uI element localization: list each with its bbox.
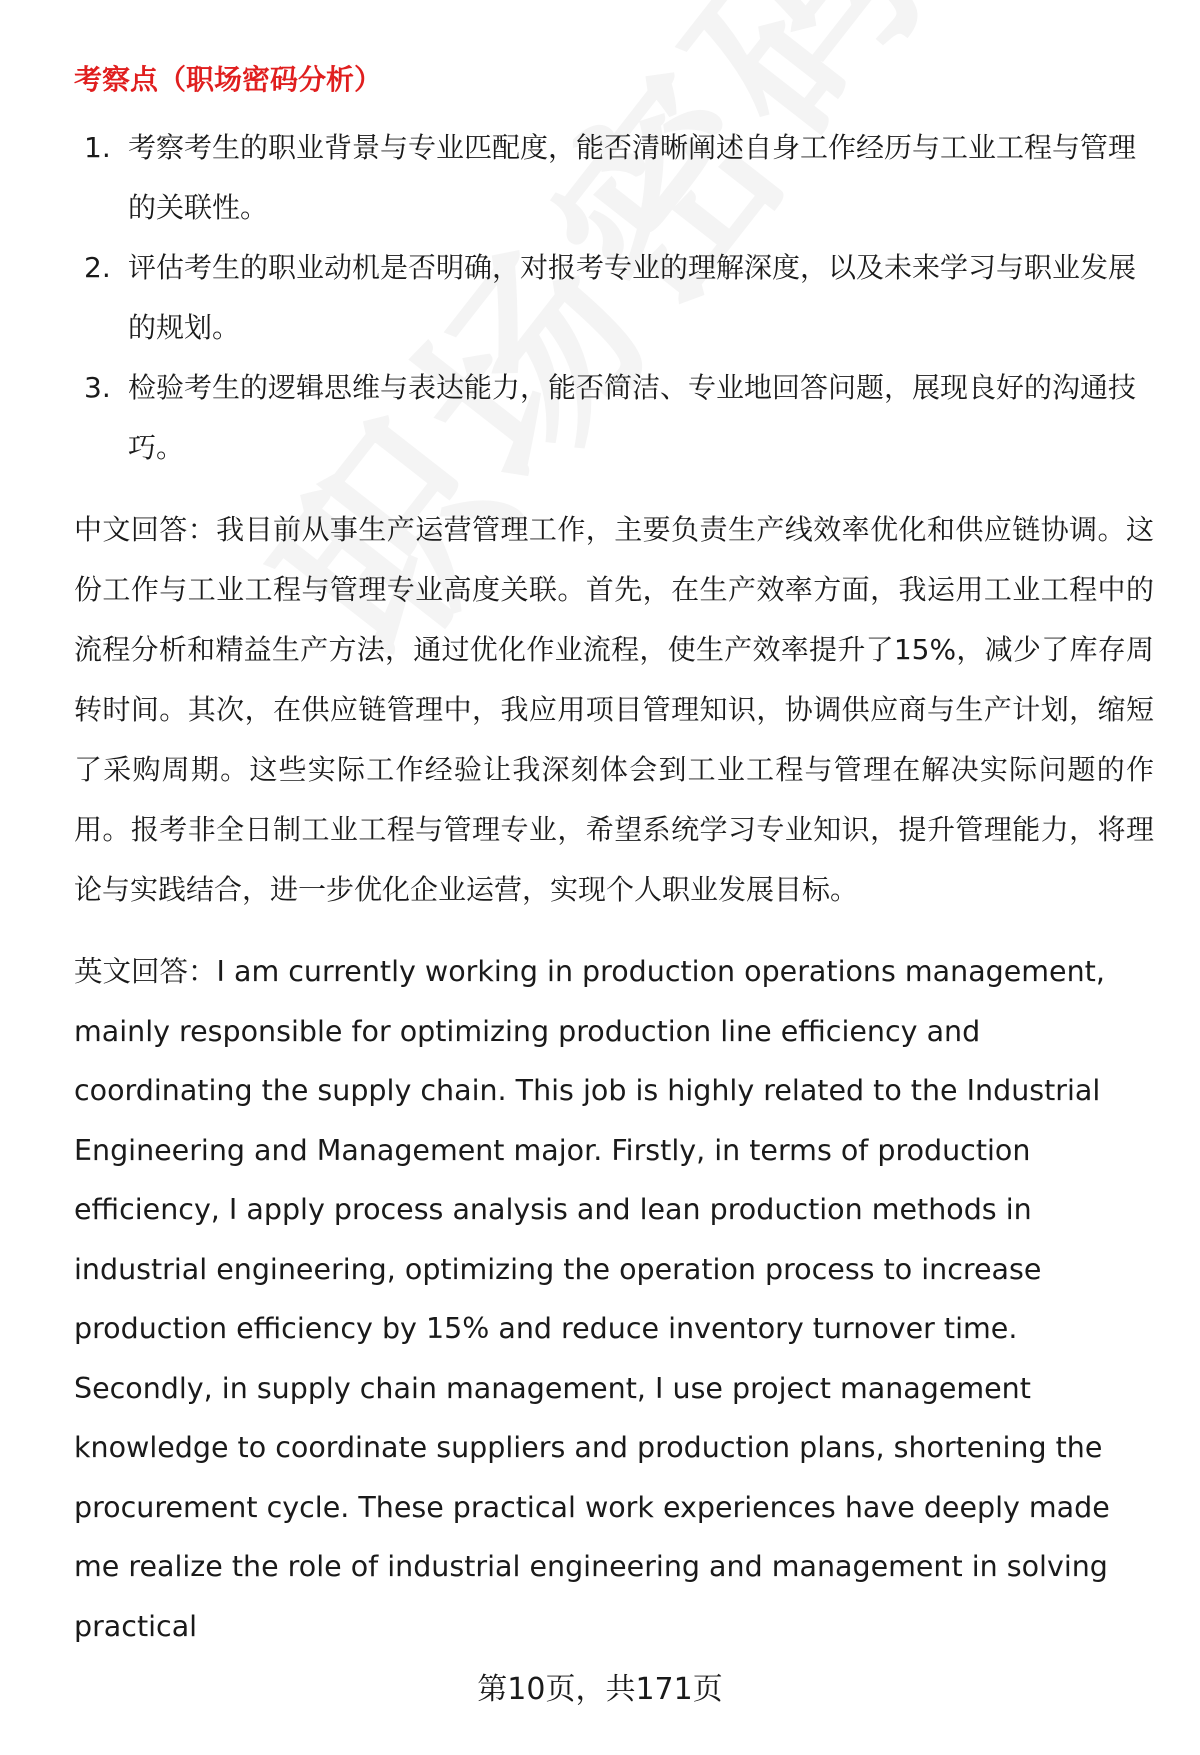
point-number: 3.: [84, 371, 111, 404]
assessment-point: [74, 118, 1154, 238]
point-text: 检验考生的逻辑思维与表达能力，能否简洁、专业地回答问题，展现良好的沟通技巧。: [128, 371, 1137, 464]
english-answer-text: I am currently working in production operations management, mainly responsible for optimizing production line efficiency and coordinating the supply chain. This job is highly related to the Industrial Engineering and Management major. Firstly, in terms of production efficiency, I apply process analysis and lean production methods in industrial engineering, optimizing the operation process to increase production efficiency by 15% and reduce inventory turnover time. Secondly, in supply chain management, I use project management knowledge to coordinate suppliers and production plans, shortening the procurement cycle. These practical work experiences have deeply made me realize the role of industrial engineering and management in solving practical: [74, 955, 1110, 1643]
english-answer-label: 英文回答：: [74, 955, 217, 988]
point-number: 1.: [84, 131, 111, 164]
point-text: 考察考生的职业背景与专业匹配度，能否清晰阐述自身工作经历与工业工程与管理的关联性。: [128, 131, 1137, 224]
assessment-points-list: [74, 118, 1154, 478]
point-number: 2.: [84, 251, 111, 284]
point-text: 评估考生的职业动机是否明确，对报考专业的理解深度，以及未来学习与职业发展的规划。: [128, 251, 1137, 344]
assessment-point: [74, 358, 1154, 478]
page-footer: 第10页，共171页: [477, 1672, 723, 1707]
chinese-answer-label: 中文回答：: [74, 513, 217, 546]
page-content: [74, 56, 1154, 1656]
chinese-answer: [74, 500, 1154, 920]
chinese-answer-text: 我目前从事生产运营管理工作，主要负责生产线效率优化和供应链协调。这份工作与工业工程与管理专业高度关联。首先，在生产效率方面，我运用工业工程中的流程分析和精益生产方法，通过优化作业流程，使生产效率提升了15%，减少了库存周转时间。其次，在供应链管理中，我应用项目管理知识，协调供应商与生产计划，缩短了采购周期。这些实际工作经验让我深刻体会到工业工程与管理在解决实际问题的作用。报考非全日制工业工程与管理专业，希望系统学习专业知识，提升管理能力，将理论与实践结合，进一步优化企业运营，实现个人职业发展目标。: [74, 513, 1154, 906]
assessment-point: [74, 238, 1154, 358]
section-title: 考察点（职场密码分析）: [74, 63, 383, 96]
english-answer: [74, 942, 1154, 1656]
